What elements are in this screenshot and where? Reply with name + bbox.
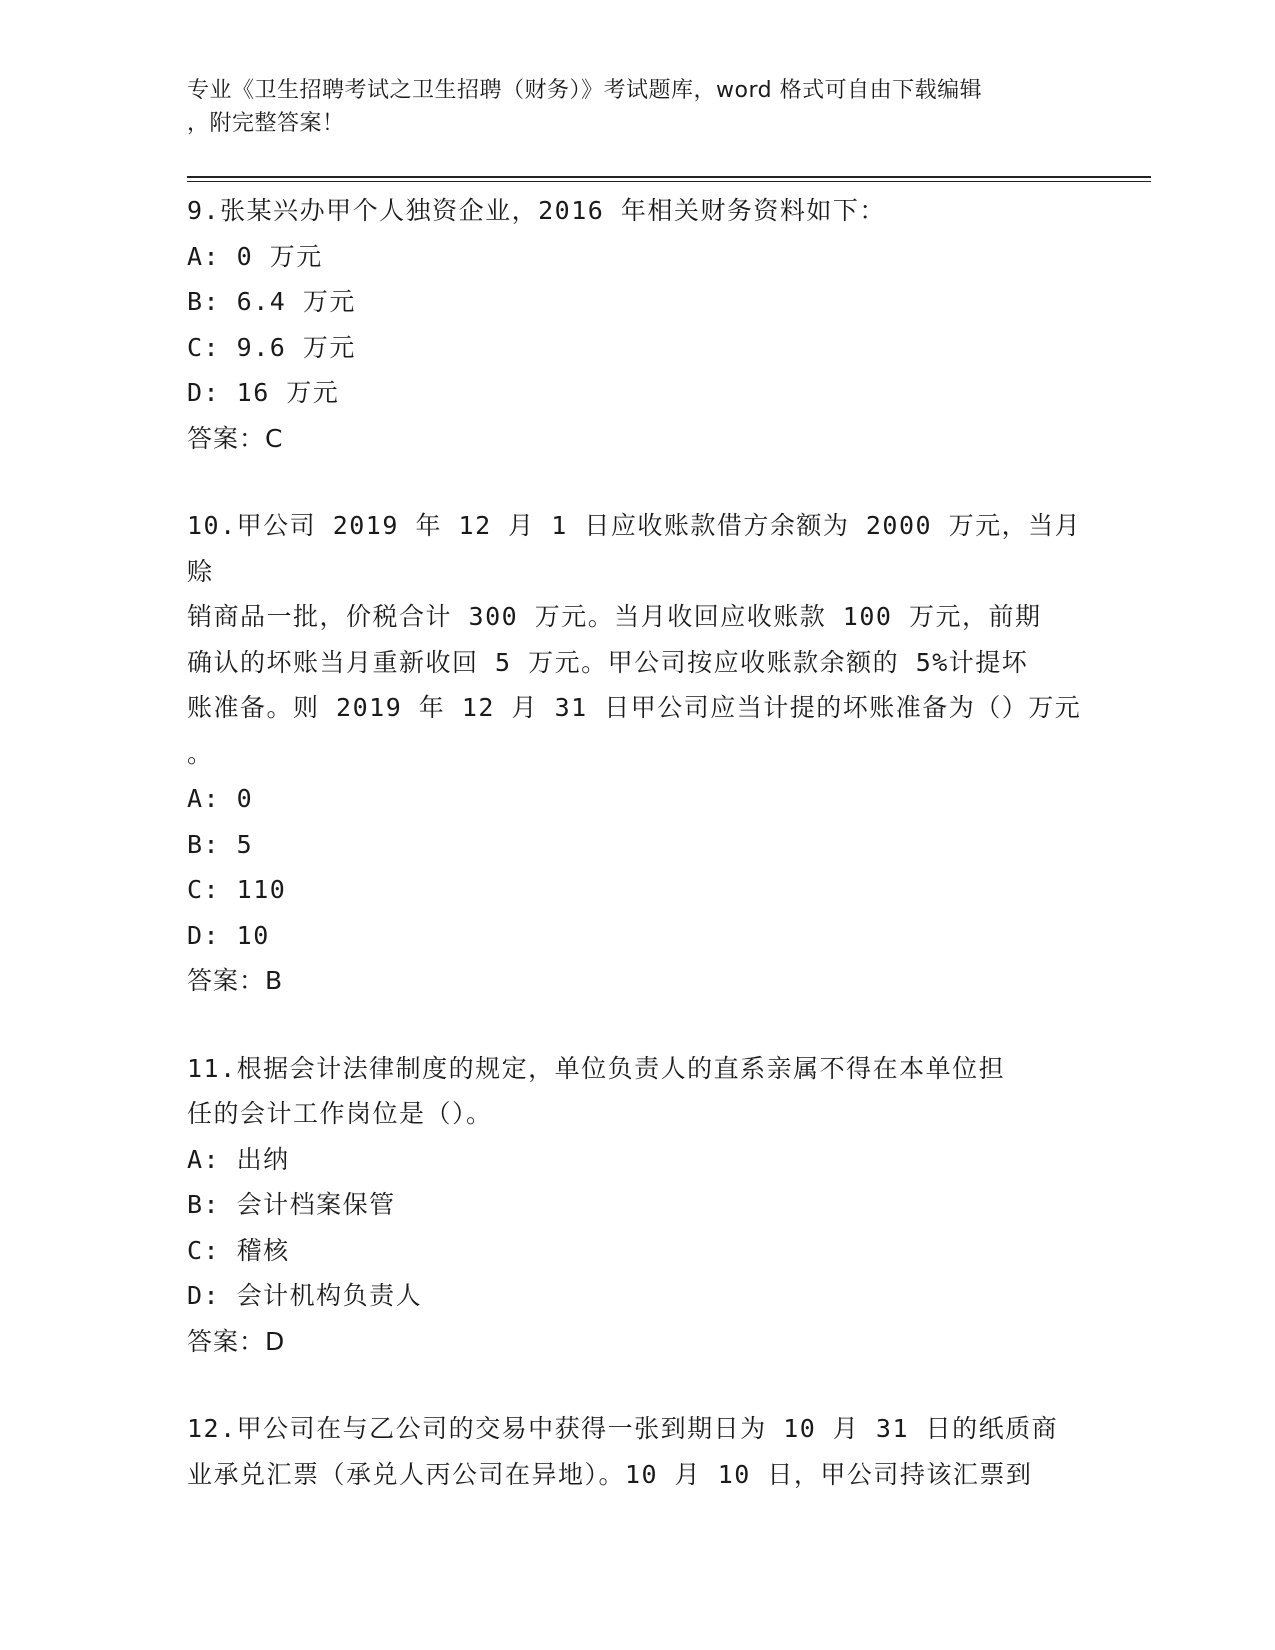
question-block [187, 503, 1087, 1004]
question-list [187, 188, 1087, 1539]
question-stem-line: 10.甲公司 2019 年 12 月 1 日应收账款借方余额为 2000 万元，当月赊 [187, 511, 1082, 586]
question-stem-line: 账准备。则 2019 年 12 月 31 日甲公司应当计提的坏账准备为（）万元 [187, 693, 1082, 722]
question-option: D: 会计机构负责人 [187, 1281, 423, 1310]
question-option: D: 16 万元 [187, 378, 340, 407]
question-option: B: 5 [187, 829, 254, 859]
question-block [187, 1046, 1087, 1365]
question-option: D: 10 [187, 920, 270, 950]
question-stem-line: 9.张某兴办甲个人独资企业，2016 年相关财务资料如下： [187, 196, 886, 225]
question-block [187, 1406, 1087, 1497]
question-option: A: 0 万元 [187, 241, 323, 271]
question-option: B: 会计档案保管 [187, 1190, 396, 1219]
question-option: A: 0 [187, 784, 254, 813]
question-block [187, 188, 1087, 461]
question-option: C: 稽核 [187, 1235, 290, 1265]
question-stem-line: 销商品一批，价税合计 300 万元。当月收回应收账款 100 万元，前期 [187, 602, 1042, 631]
question-stem-line: 12.甲公司在与乙公司的交易中获得一张到期日为 10 月 31 日的纸质商 [187, 1414, 1059, 1443]
question-option: B: 6.4 万元 [187, 287, 356, 316]
question-stem-line: 。 [187, 738, 214, 768]
question-stem-line: 确认的坏账当月重新收回 5 万元。甲公司按应收账款余额的 5%计提坏 [187, 647, 1029, 677]
question-stem-line: 11.根据会计法律制度的规定，单位负责人的直系亲属不得在本单位担 [187, 1053, 1006, 1083]
question-answer: 答案：D [187, 1326, 286, 1356]
document-header [187, 74, 1087, 140]
question-option: A: 出纳 [187, 1144, 290, 1174]
question-option: C: 110 [187, 875, 287, 904]
header-line-2: ，附完整答案！ [187, 111, 345, 136]
question-answer: 答案：B [187, 966, 284, 995]
question-stem-line: 任的会计工作岗位是（）。 [187, 1099, 493, 1128]
question-answer: 答案：C [187, 423, 284, 453]
header-line-1: 专业《卫生招聘考试之卫生招聘（财务）》考试题库，word 格式可自由下载编辑 [187, 78, 983, 103]
header-divider-thin [187, 181, 1151, 182]
header-divider-thick [187, 176, 1151, 178]
question-stem-line: 业承兑汇票（承兑人丙公司在异地）。10 月 10 日，甲公司持该汇票到 [187, 1459, 1033, 1489]
question-option: C: 9.6 万元 [187, 332, 356, 362]
